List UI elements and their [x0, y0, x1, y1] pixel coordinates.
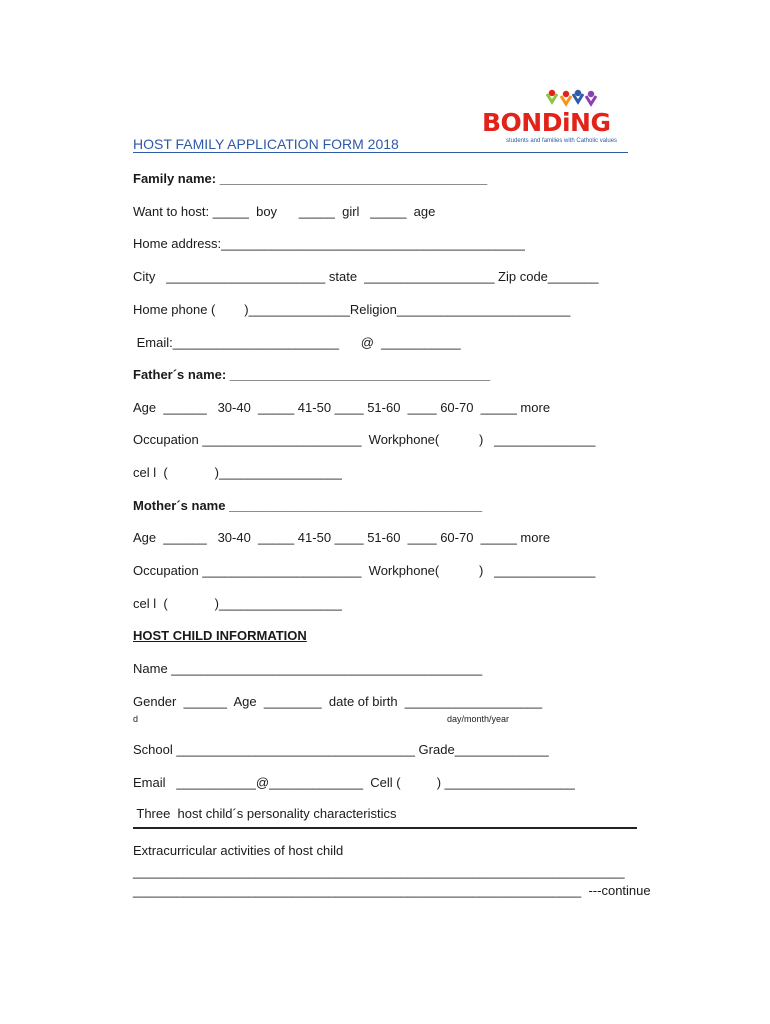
father-name-field[interactable]: Father´s name: ____________________________________ — [133, 367, 491, 382]
form-title: HOST FAMILY APPLICATION FORM 2018 — [133, 136, 399, 152]
mother-occupation-field[interactable]: Occupation ______________________ Workphone( ) ______________ — [133, 563, 596, 578]
title-divider — [133, 152, 628, 153]
host-child-heading: HOST CHILD INFORMATION — [133, 628, 307, 643]
extracurricular-line-1[interactable]: ____________________________________________________________________ — [133, 864, 625, 879]
child-school-grade-field[interactable]: School _________________________________ Grade_____________ — [133, 742, 549, 757]
father-age-field[interactable]: Age ______ 30-40 _____ 41-50 ____ 51-60 ____ 60-70 _____ more — [133, 400, 551, 415]
mother-cell-field[interactable]: cel l ( )_________________ — [133, 596, 342, 611]
child-email-cell-field[interactable]: Email ___________@_____________ Cell ( ) __________________ — [133, 775, 575, 790]
child-name-field[interactable]: Name ___________________________________________ — [133, 661, 483, 676]
extracurricular-line-2[interactable]: ______________________________________________________________ ---continue — [133, 883, 651, 898]
father-occupation-field[interactable]: Occupation ______________________ Workphone( ) ______________ — [133, 432, 596, 447]
city-state-zip-field[interactable]: City ______________________ state __________________ Zip code_______ — [133, 269, 599, 284]
dob-format-label: day/month/year — [447, 714, 510, 724]
personality-label: Three host child´s personality characteristics — [133, 806, 397, 821]
bonding-logo — [482, 88, 627, 148]
personality-rule — [133, 827, 637, 829]
family-name-field[interactable]: Family name: _____________________________________ — [133, 171, 488, 186]
logo-wordmark: BONDiNG — [482, 108, 611, 137]
extracurricular-label: Extracurricular activities of host child — [133, 843, 344, 858]
child-gender-age-dob-field[interactable]: Gender ______ Age ________ date of birth ___________________ — [133, 694, 543, 709]
want-to-host-field[interactable]: Want to host: _____ boy _____ girl _____ age — [133, 204, 436, 219]
dob-d-label: d — [133, 714, 139, 724]
mother-age-field[interactable]: Age ______ 30-40 _____ 41-50 ____ 51-60 ____ 60-70 _____ more — [133, 530, 551, 545]
mother-name-field[interactable]: Mother´s name ___________________________________ — [133, 498, 483, 513]
email-field[interactable]: Email:_______________________ @ ___________ — [133, 335, 461, 350]
father-cell-field[interactable]: cel l ( )_________________ — [133, 465, 342, 480]
home-phone-religion-field[interactable]: Home phone ( )______________Religion________________________ — [133, 302, 571, 317]
home-address-field[interactable]: Home address:__________________________________________ — [133, 236, 525, 251]
logo-tagline: students and families with Catholic values — [506, 138, 618, 144]
